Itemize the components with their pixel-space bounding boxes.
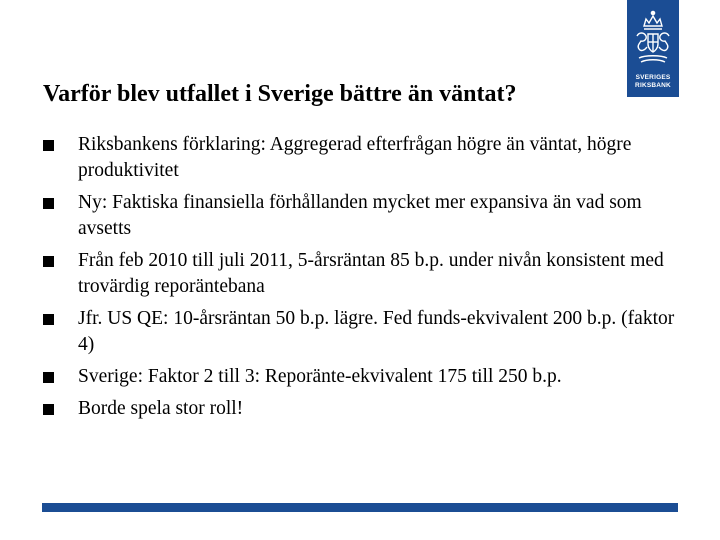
square-bullet-icon [43,256,54,267]
bullet-text: Jfr. US QE: 10-årsräntan 50 b.p. lägre. Fed funds-ekvivalent 200 b.p. (faktor 4) [78,308,675,355]
bullet-item [43,132,693,184]
bullet-list [43,132,693,428]
square-bullet-icon [43,372,54,383]
square-bullet-icon [43,314,54,325]
riksbank-crown-emblem-icon [627,0,679,72]
bullet-item [43,190,693,242]
square-bullet-icon [43,140,54,151]
square-bullet-icon [43,198,54,209]
riksbank-logo [627,0,679,97]
bullet-item [43,364,693,390]
logo-text-riksbank: RIKSBANK [635,82,671,89]
logo-text-sveriges: SVERIGES [635,74,671,81]
bullet-item [43,396,693,422]
bullet-text: Borde spela stor roll! [78,398,244,419]
bullet-item [43,306,693,358]
slide-title: Varför blev utfallet i Sverige bättre än väntat? [43,81,517,107]
bullet-text: Från feb 2010 till juli 2011, 5-årsräntan 85 b.p. under nivån konsistent med trovärdig reporäntebana [78,250,664,297]
footer-bar [42,503,678,512]
bullet-text: Riksbankens förklaring: Aggregerad efterfrågan högre än väntat, högre produktivitet [78,134,632,181]
bullet-text: Sverige: Faktor 2 till 3: Reporänte-ekvivalent 175 till 250 b.p. [78,366,562,387]
square-bullet-icon [43,404,54,415]
bullet-text: Ny: Faktiska finansiella förhållanden mycket mer expansiva än vad som avsetts [78,192,642,239]
bullet-item [43,248,693,300]
